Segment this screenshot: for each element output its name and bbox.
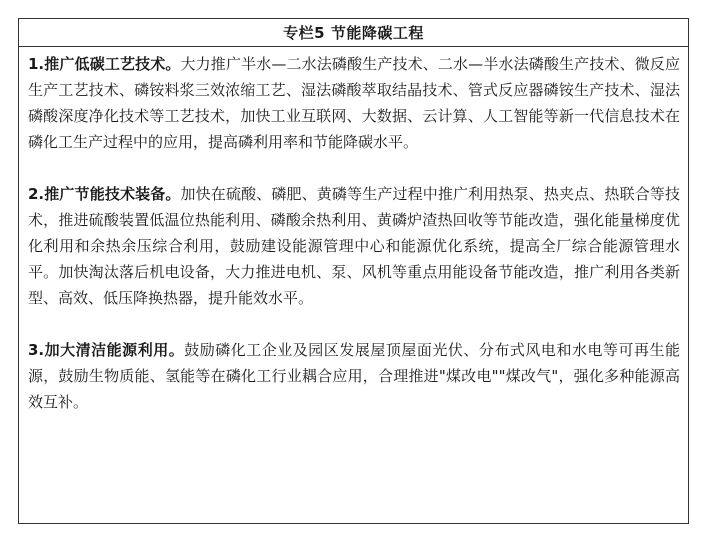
section-body: 加快在硫酸、磷肥、黄磷等生产过程中推广利用热泵、热夹点、热联合等技术，推进硫酸装置低温位热能利用、磷酸余热利用、黄磷炉渣热回收等节能改造，强化能量梯度优化利用和余热余压综合利用，鼓励建设能源管理中心和能源优化系统，提高全厂综合能源管理水平。加快淘汰落后机电设备，大力推进电机、泵、风机等重点用能设备节能改造，推广利用各类新型、高效、低压降换热器，提升能效水平。: [28, 185, 680, 307]
section-low-carbon-tech: [28, 51, 680, 155]
panel-title: 专栏5 节能降碳工程: [19, 19, 688, 47]
section-title: 2.推广节能技术装备。: [28, 185, 181, 203]
section-title: 1.推广低碳工艺技术。: [28, 55, 181, 73]
section-title: 3.加大清洁能源利用。: [28, 341, 185, 359]
section-energy-saving-equipment: [28, 181, 680, 311]
section-clean-energy: [28, 337, 680, 415]
panel-content: [19, 47, 688, 415]
section-body: 鼓励磷化工企业及园区发展屋顶屋面光伏、分布式风电和水电等可再生能源，鼓励生物质能、氢能等在磷化工行业耦合应用，合理推进"煤改电""煤改气"，强化多种能源高效互补。: [28, 341, 680, 411]
energy-saving-panel: [18, 18, 689, 524]
section-body: 大力推广半水—二水法磷酸生产技术、二水—半水法磷酸生产技术、微反应生产工艺技术、磷铵料浆三效浓缩工艺、湿法磷酸萃取结晶技术、管式反应器磷铵生产技术、湿法磷酸深度净化技术等工艺技术，加快工业互联网、大数据、云计算、人工智能等新一代信息技术在磷化工生产过程中的应用，提高磷利用率和节能降碳水平。: [28, 55, 680, 151]
